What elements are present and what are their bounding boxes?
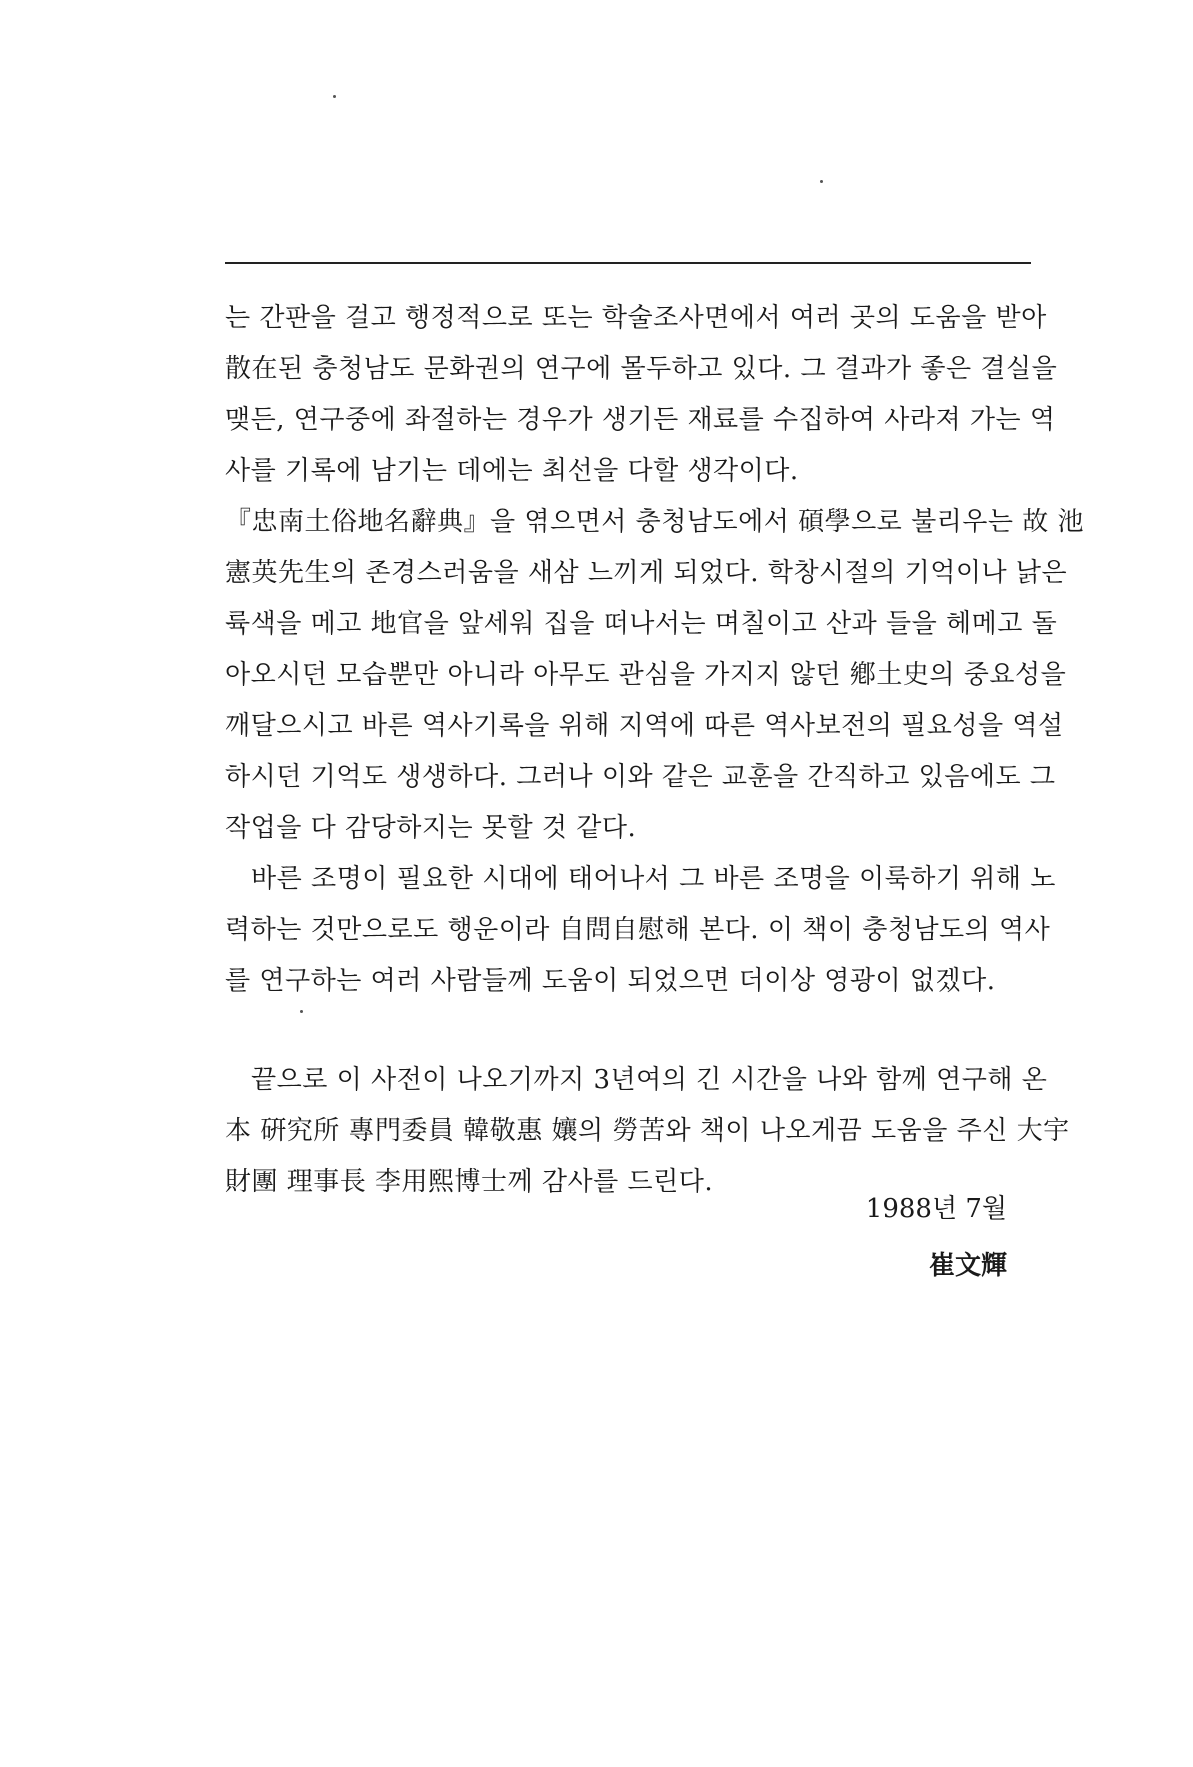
scan-speck <box>333 95 336 98</box>
preface-body <box>225 293 1085 1208</box>
header-rule <box>225 262 1031 264</box>
text-line: 를 연구하는 여러 사람들께 도움이 되었으면 더이상 영광이 없겠다. <box>225 966 996 996</box>
signature-author: 崔文輝 <box>928 1251 1007 1281</box>
text-line: 散在된 충청남도 문화권의 연구에 몰두하고 있다. 그 결과가 좋은 결실을 <box>225 354 1058 384</box>
text-line: 『忠南土俗地名辭典』을 엮으면서 충청남도에서 碩學으로 불리우는 故 池 <box>225 507 1085 537</box>
text-line: 財團 理事長 李用熙博士께 감사를 드린다. <box>225 1167 714 1197</box>
paragraph-gap <box>225 1007 1031 1055</box>
text-line: 맺든, 연구중에 좌절하는 경우가 생기든 재료를 수집하여 사라져 가는 역 <box>225 405 1056 435</box>
scan-speck <box>820 180 823 183</box>
text-line: 憲英先生의 존경스러움을 새삼 느끼게 되었다. 학창시절의 기억이나 낡은 <box>225 558 1068 588</box>
text-line: 하시던 기억도 생생하다. 그러나 이와 같은 교훈을 간직하고 있음에도 그 <box>225 762 1056 792</box>
text-line: 력하는 것만으로도 행운이라 自問自慰해 본다. 이 책이 충청남도의 역사 <box>225 915 1051 945</box>
text-line: 아오시던 모습뿐만 아니라 아무도 관심을 가지지 않던 鄕土史의 중요성을 <box>225 660 1067 690</box>
text-line: 는 간판을 걸고 행정적으로 또는 학술조사면에서 여러 곳의 도움을 받아 <box>225 303 1047 333</box>
text-line: 작업을 다 감당하지는 못할 것 같다. <box>225 813 637 843</box>
text-line: 륙색을 메고 地官을 앞세워 집을 떠나서는 며칠이고 산과 들을 헤메고 돌 <box>225 609 1058 639</box>
text-line: 사를 기록에 남기는 데에는 최선을 다할 생각이다. <box>225 456 799 486</box>
text-line: 깨달으시고 바른 역사기록을 위해 지역에 따른 역사보전의 필요성을 역설 <box>225 711 1064 741</box>
text-line: 바른 조명이 필요한 시대에 태어나서 그 바른 조명을 이룩하기 위해 노 <box>251 864 1056 894</box>
signature-date: 1988년 7월 <box>865 1194 1007 1224</box>
text-line: 끝으로 이 사전이 나오기까지 3년여의 긴 시간을 나와 함께 연구해 온 <box>251 1065 1048 1095</box>
text-line: 本 硏究所 專門委員 韓敬惠 孃의 勞苦와 책이 나오게끔 도움을 주신 大宇 <box>225 1116 1070 1146</box>
